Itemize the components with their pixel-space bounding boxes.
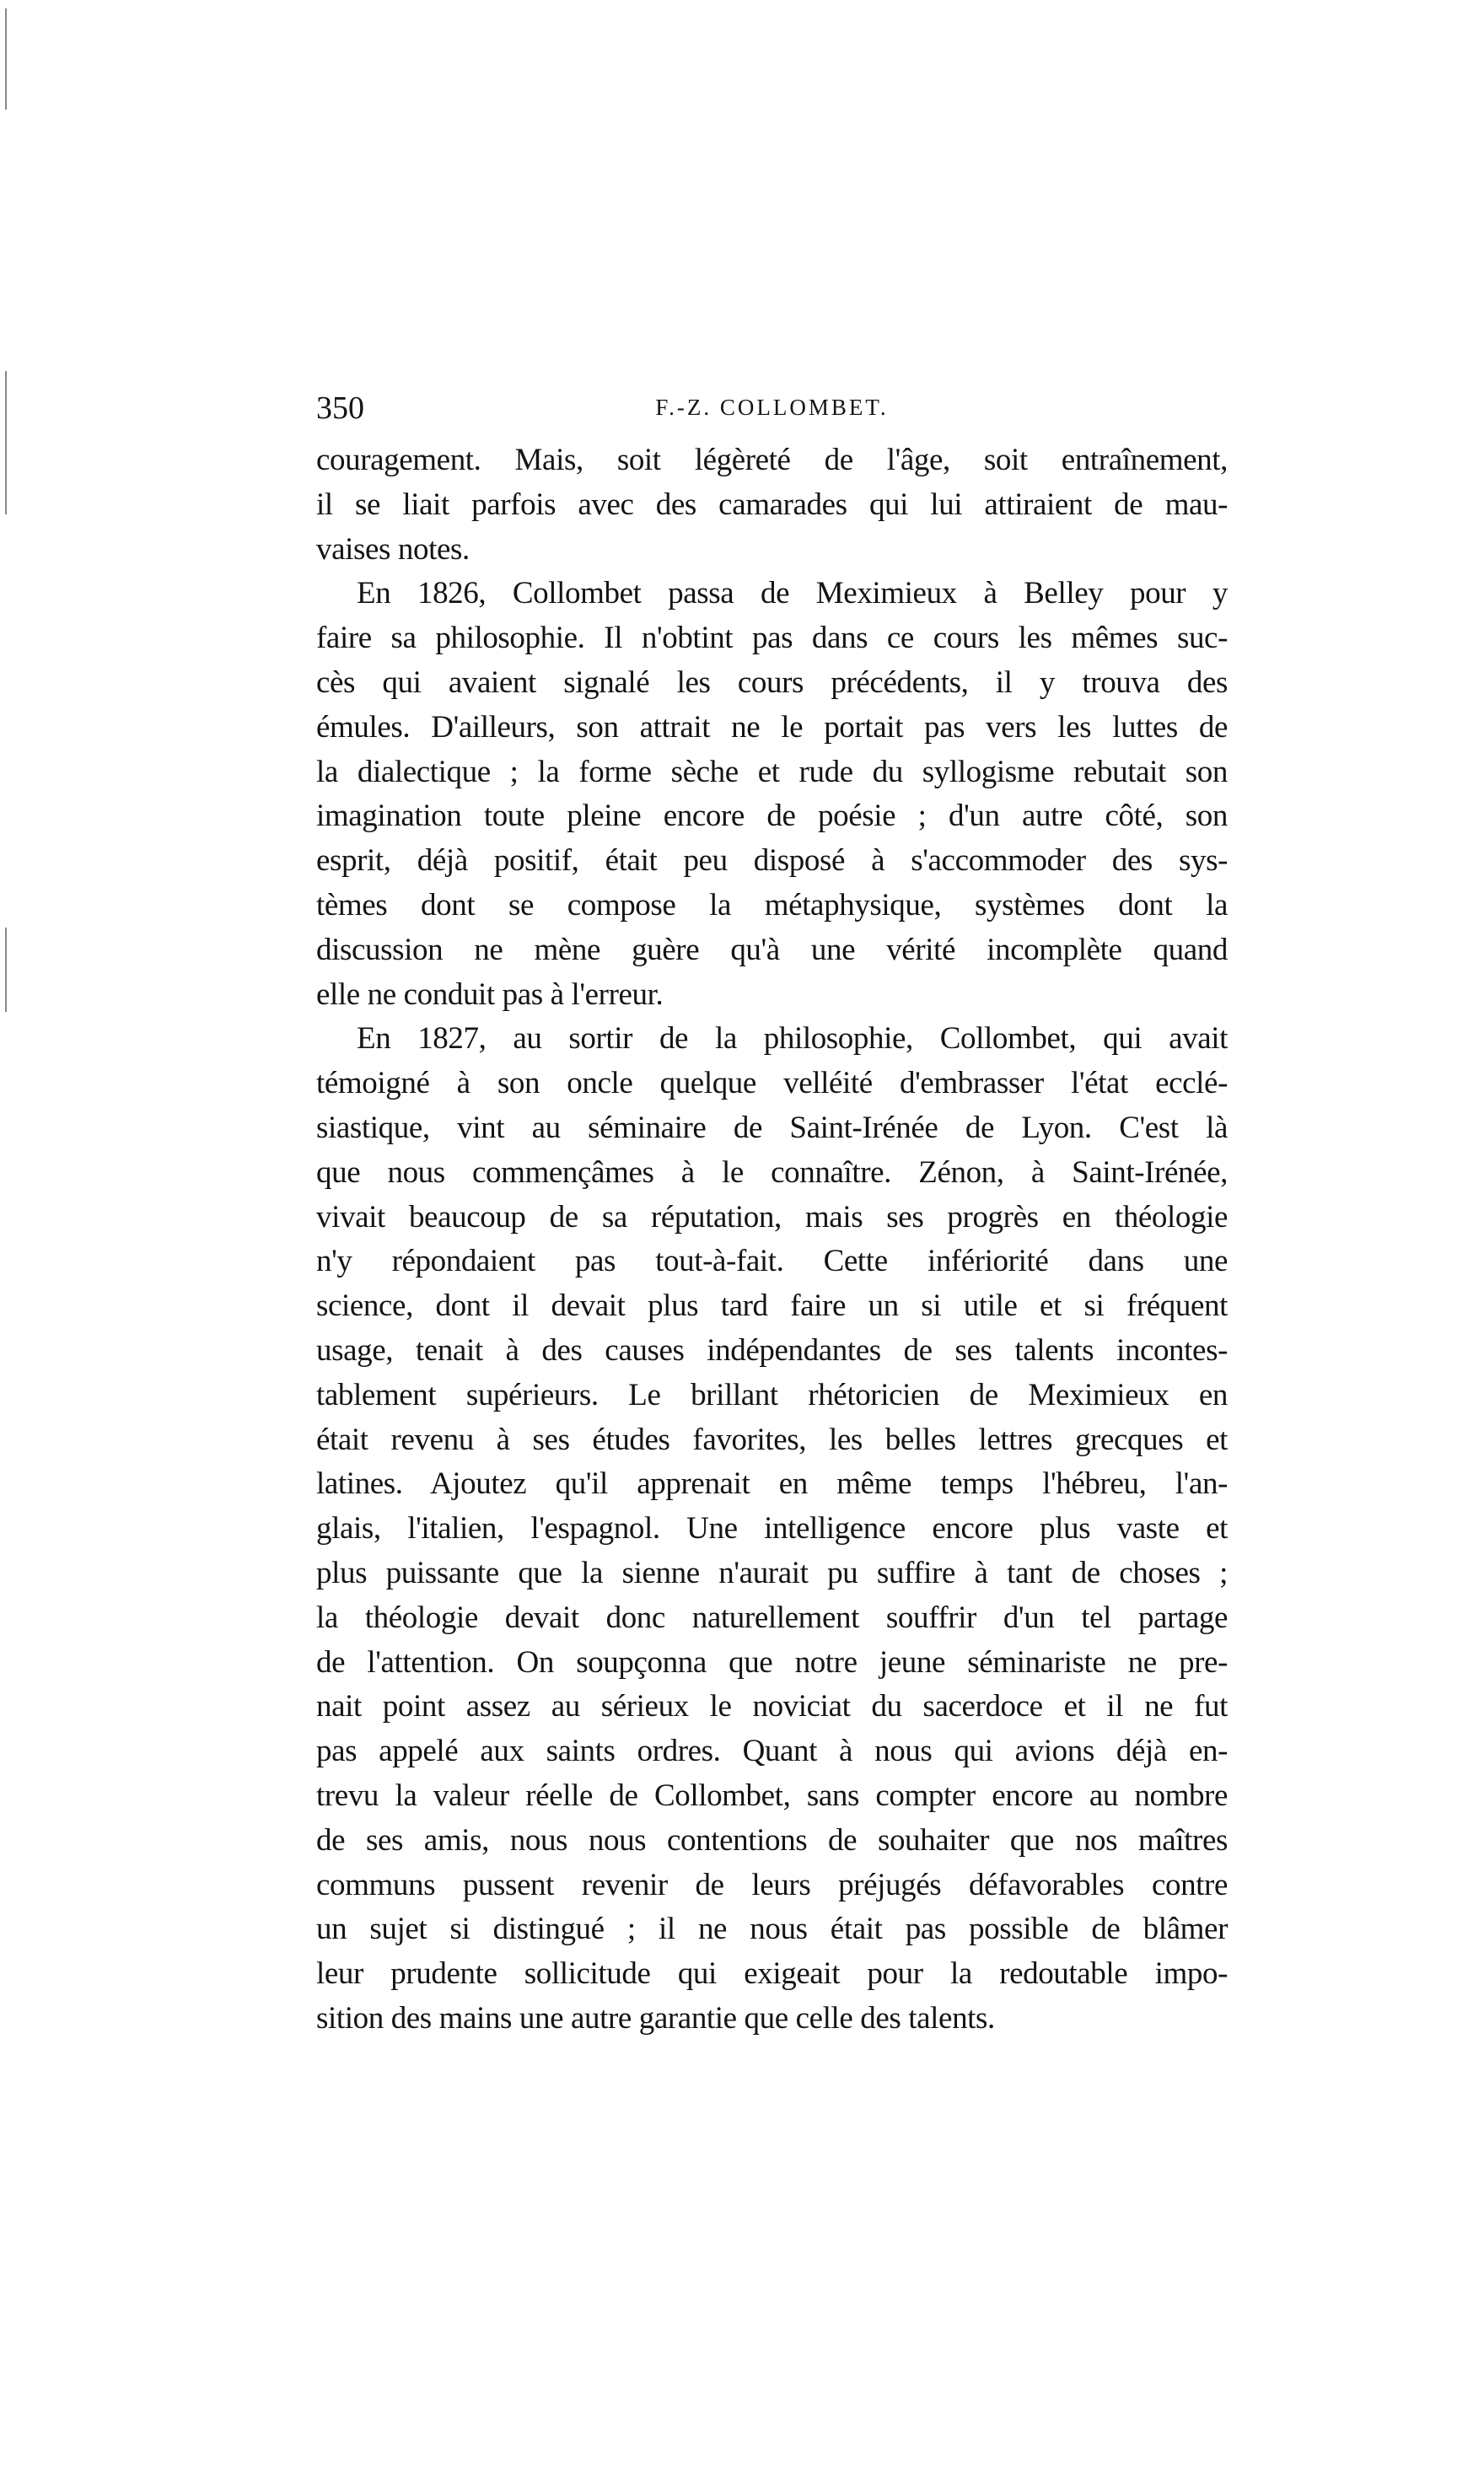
text-line: plus puissante que la sienne n'aurait pu suffire à tant de choses ; xyxy=(316,1555,1228,1590)
text-line: que nous commençâmes à le connaître. Zénon, à Saint-Irénée, xyxy=(316,1154,1228,1190)
text-line: En 1827, au sortir de la philosophie, Collombet, qui avait xyxy=(357,1021,1228,1057)
page-number: 350 xyxy=(316,390,364,426)
text-line: n'y répondaient pas tout-à-fait. Cette infériorité dans une xyxy=(316,1244,1228,1279)
text-line: était revenu à ses études favorites, les belles lettres grecques et xyxy=(316,1422,1228,1457)
text-line: imagination toute pleine encore de poésie ; d'un autre côté, son xyxy=(316,799,1228,834)
scan-edge-mark xyxy=(5,371,7,514)
text-line: nait point assez au sérieux le noviciat du sacerdoce et il ne fut xyxy=(316,1689,1228,1724)
text-line: vaises notes. xyxy=(316,531,470,567)
text-line: la dialectique ; la forme sèche et rude du syllogisme rebutait son xyxy=(316,754,1228,789)
text-line: elle ne conduit pas à l'erreur. xyxy=(316,976,664,1012)
text-line: émules. D'ailleurs, son attrait ne le portait pas vers les luttes de xyxy=(316,709,1228,745)
text-line: vivait beaucoup de sa réputation, mais ses progrès en théologie xyxy=(316,1199,1228,1235)
text-line: couragement. Mais, soit légèreté de l'âge, soit entraînement, xyxy=(316,443,1228,477)
text-line: En 1826, Collombet passa de Meximieux à Belley pour y xyxy=(357,576,1228,611)
text-line: siastique, vint au séminaire de Saint-Irénée de Lyon. C'est là xyxy=(316,1110,1228,1145)
text-line: discussion ne mène guère qu'à une vérité incomplète quand xyxy=(316,932,1228,967)
text-line: faire sa philosophie. Il n'obtint pas dans ce cours les mêmes suc- xyxy=(316,621,1228,656)
scan-edge-mark xyxy=(5,928,7,1012)
text-line: latines. Ajoutez qu'il apprenait en même temps l'hébreu, l'an- xyxy=(316,1466,1228,1502)
text-line: communs pussent revenir de leurs préjugés défavorables contre xyxy=(316,1867,1228,1902)
text-line: usage, tenait à des causes indépendantes de ses talents incontes- xyxy=(316,1332,1228,1368)
text-line: témoigné à son oncle quelque velléité d'embrasser l'état ecclé- xyxy=(316,1066,1228,1101)
text-line: de l'attention. On soupçonna que notre jeune séminariste ne pre- xyxy=(316,1644,1228,1680)
text-line: glais, l'italien, l'espagnol. Une intelligence encore plus vaste et xyxy=(316,1511,1228,1547)
running-title: F.-Z. COLLOMBET. xyxy=(655,395,889,420)
text-line: la théologie devait donc naturellement souffrir d'un tel partage xyxy=(316,1600,1228,1635)
text-line: leur prudente sollicitude qui exigeait pour la redoutable impo- xyxy=(316,1956,1228,1992)
text-line: sition des mains une autre garantie que celle des talents. xyxy=(316,2000,995,2036)
text-line: cès qui avaient signalé les cours précédents, il y trouva des xyxy=(316,664,1228,700)
running-header xyxy=(316,390,1228,432)
text-line: de ses amis, nous nous contentions de souhaiter que nos maîtres xyxy=(316,1822,1228,1858)
body-text xyxy=(316,438,1228,2042)
text-line: tablement supérieurs. Le brillant rhétoricien de Meximieux en xyxy=(316,1377,1228,1412)
scan-edge-mark xyxy=(5,8,7,110)
text-line: esprit, déjà positif, était peu disposé à s'accommoder des sys- xyxy=(316,843,1228,879)
text-line: un sujet si distingué ; il ne nous était pas possible de blâmer xyxy=(316,1912,1228,1947)
text-line: trevu la valeur réelle de Collombet, sans compter encore au nombre xyxy=(316,1778,1228,1813)
text-line: science, dont il devait plus tard faire un si utile et si fréquent xyxy=(316,1288,1228,1324)
text-line: il se liait parfois avec des camarades qui lui attiraient de mau- xyxy=(316,487,1228,522)
text-line: tèmes dont se compose la métaphysique, systèmes dont la xyxy=(316,887,1228,923)
text-line: pas appelé aux saints ordres. Quant à nous qui avions déjà en- xyxy=(316,1734,1228,1769)
